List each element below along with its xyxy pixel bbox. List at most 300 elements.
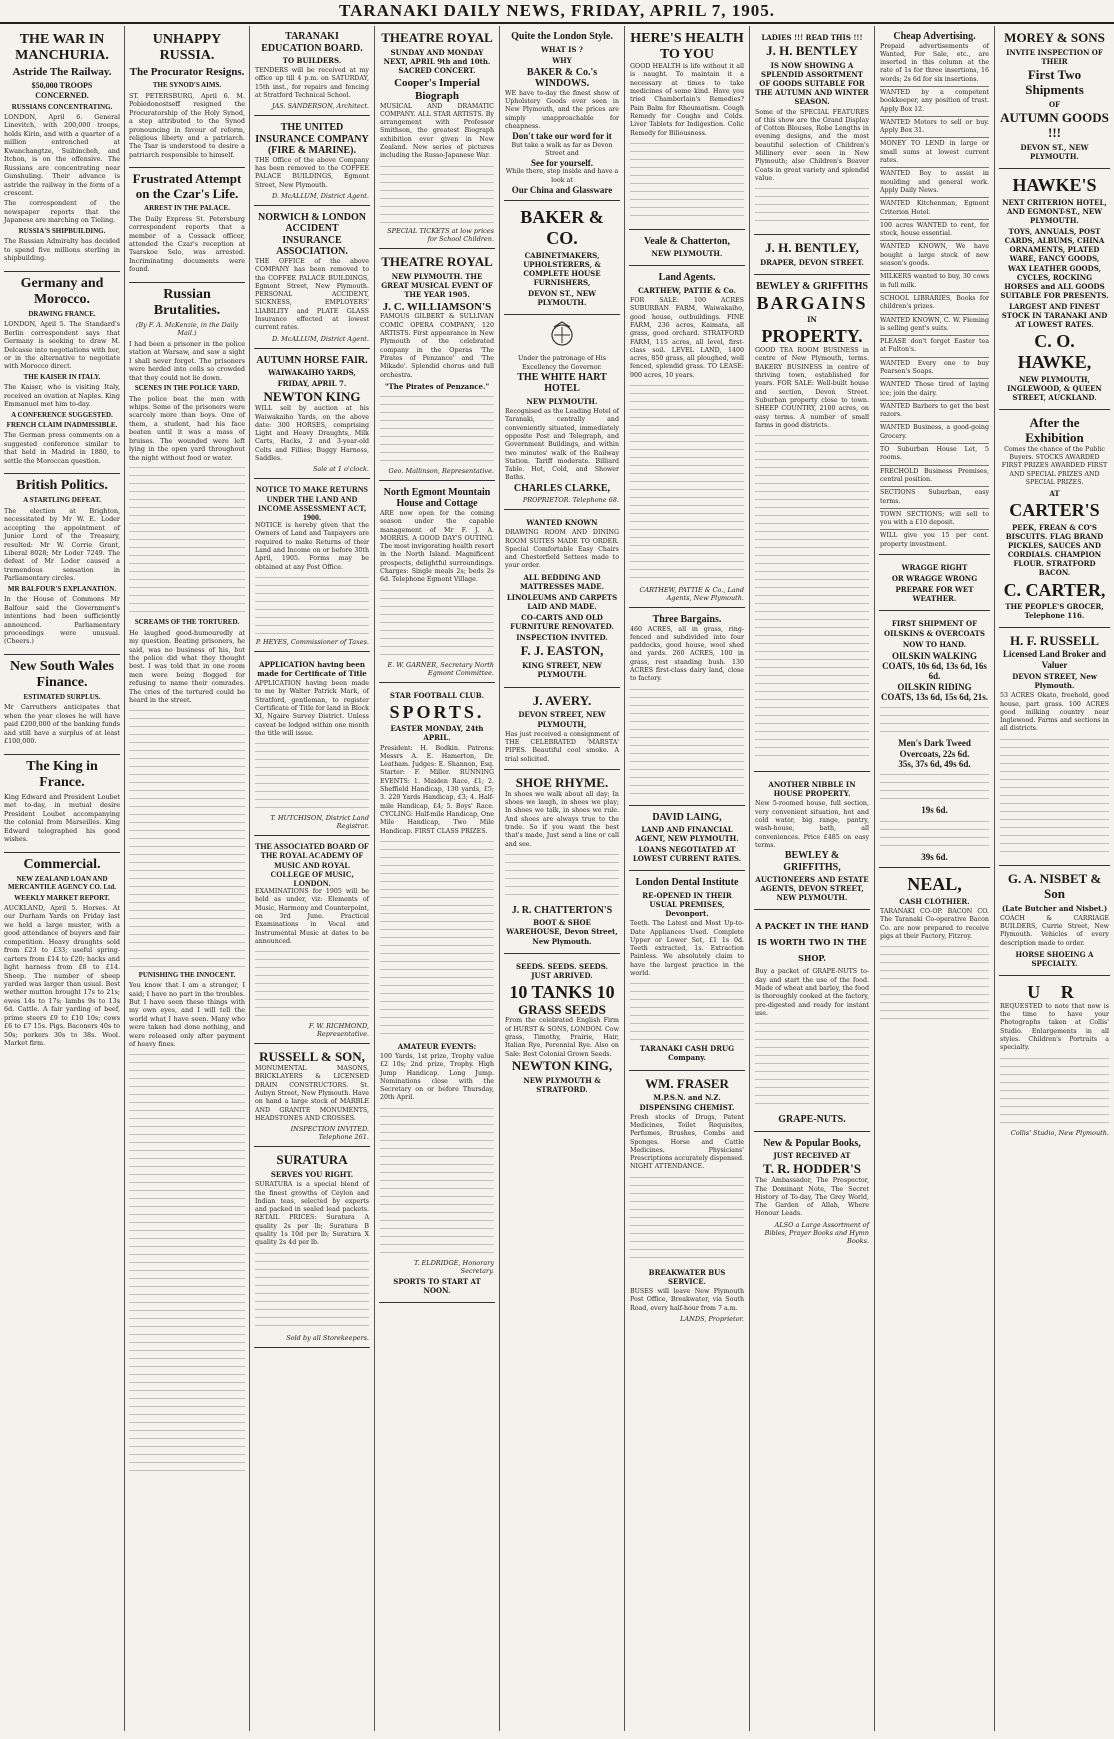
ad-heading: DAVID LAING, [652, 811, 722, 823]
story-subhead: ESTIMATED SURPLUS. [23, 693, 101, 702]
ad-body: MUSICAL AND DRAMATIC COMPANY. ALL STAR ARTISTS. By arrangement with Professor Smithson, the greatest Biograph exhibition ever given in New Zealand. New series of pictures including the Russo-Japanese War. [380, 102, 494, 160]
ad-signature: CARTHEW, PATTIE & Co., Land Agents, New Plymouth. [639, 586, 744, 603]
text-lines-filler [755, 433, 869, 763]
story-body: The Daily Express St. Petersburg correspondent reports that a member of a Cossack officer, attended the Czar's reception at Tsarskoe Selo, was arrested. Incriminating documents were found. [129, 214, 245, 274]
ad-body: APPLICATION having been made to me by Walter Patrick Mark, of Stratford, gentleman, to register Certificate of Title for land in Block XI, Ngaire Survey District. Unless caveat be lodged within one month the title will issue. [255, 680, 369, 737]
ad-address: DEVON STREET, NEW PLYMOUTH, [518, 710, 606, 729]
ad-baker-windows [504, 28, 620, 201]
ad-heading: Veale & Chatterton, [643, 235, 730, 247]
ad-body: FOR SALE: 100 ACRES SUBURBAN FARM, Waiwakaiho, good house, outbuildings. FINE FARM, 236 acres, Kaimata, all grass, good orchard. STRATFORD FARM, 115 acres, all level, first-class soil. LEVEL LAND, 1400 acres, 850 grass, all ploughed, well fenced, splendid grass. TO LEASE: 900 acres, 10 years. [630, 297, 744, 379]
story-headline: UNHAPPY RUSSIA. [152, 32, 222, 64]
ad-heading: THEATRE ROYAL [381, 30, 493, 45]
ad-heading: Cheap Advertising. [893, 31, 976, 42]
ad-subheading: "The Pirates of Penzance." [384, 381, 490, 391]
story-body: Mr Carruthers anticipates that when the year closes he will have paid £200,000 of the banking funds and still have a surplus of at least £100,000. [4, 703, 120, 746]
story-subhead: THE KAISER IN ITALY. [23, 372, 101, 381]
ad-body: MONUMENTAL MASONS, BRICKLAYERS & LICENSED DRAIN CONSTRUCTORS. St. Aubyn Street, New Plymouth. Have on hand a large stock of MARBLE AND GRANITE MONUMENTS, HEADSTONES AND CROSSES. [255, 1065, 369, 1122]
text-lines-filler [380, 1106, 494, 1256]
ad-footer: SPORTS TO START AT NOON. [393, 1276, 481, 1295]
text-lines-filler [880, 705, 989, 735]
classified-item: MONEY TO LEND in large or small sums at lowest current rates. [880, 137, 989, 165]
ad-signature: Sold by all Storekeepers. [286, 1333, 369, 1342]
ad-heading: BARGAINS [756, 292, 868, 313]
ad-signature: LANDS, Proprietor. [680, 1314, 744, 1323]
column-2 [125, 26, 250, 1731]
ad-united-insurance [254, 119, 370, 206]
story-subhead: MR BALFOUR'S EXPLANATION. [7, 584, 117, 593]
story-british-politics [4, 478, 120, 646]
ad-body: WILL sell by auction at his Waiwakaiho Yards, on the above date: 300 HORSES, comprising Light and Heavy Draughts, Milk Carts, Hacks, 2 and 3-year-old Colts and Fillies; Buggy Harness, Saddles. [255, 405, 369, 463]
ad-heading: BAKER & CO. [520, 207, 604, 249]
ad-body: 100 Yards, 1st prize, Trophy value £2 10s; 2nd prize, Trophy. High Jump Handicap. Long Jump. Nominations close with the Secretary on or before Thursday, 20th April. [380, 1052, 494, 1102]
text-lines-filler [129, 465, 245, 615]
masthead-title: TARANAKI DAILY NEWS, FRIDAY, APRIL 7, 1905. [339, 1, 775, 20]
text-lines-filler [505, 852, 619, 902]
ad-price-line: OILSKIN WALKING COATS, 10s 6d, 13s 6d, 16s 6d. [882, 650, 987, 682]
ad-heading: North Egmont Mountain House and Cottage [383, 486, 491, 510]
story-headline: THE WAR IN MANCHURIA. [15, 32, 109, 64]
royal-crest-icon [505, 321, 619, 355]
ad-russell-son [254, 1047, 370, 1147]
ad-body: ARE now open for the coming season under the capable management of Mr F. J. A. MORRIS. A GOOD DAY'S OUTING. The most invigorating health resort in the North Island. Magnificent prospects, delightful surroundings. Charges: Single meals 2s; beds 2s 6d. Telephone Egmont Village. [380, 509, 494, 584]
classified-item: FRECHOLD Business Premises, central position. [880, 465, 989, 485]
ad-health-remedies [629, 28, 745, 230]
story-subhead: SCENES IN THE POLICE YARD. [134, 384, 240, 393]
classified-item: WILL give you 15 per cent. property investment. [880, 529, 989, 549]
ad-subheading: RE-OPENED IN THEIR USUAL PREMISES, Devonport. [642, 890, 732, 919]
classified-item: WANTED Barbers to get the best razors. [880, 400, 989, 420]
ad-heading: THE UNITED INSURANCE COMPANY (FIRE & MARINE). [255, 122, 369, 157]
text-lines-filler [129, 1052, 245, 1472]
ad-heading: Cooper's Imperial Biograph [394, 77, 480, 102]
ad-subheading: OF [1048, 100, 1061, 109]
column-4 [375, 26, 500, 1731]
ad-heading: First Two Shipments [1025, 67, 1084, 98]
ad-subheading: WAIWAKAIHO YARDS, [268, 368, 356, 378]
ad-address: DEVON ST., NEW PLYMOUTH. [1020, 142, 1089, 162]
ad-avery-pipes [504, 691, 620, 770]
ad-date: FRIDAY, APRIL 7. [277, 379, 347, 389]
ad-subheading: SEEDS. SEEDS. SEEDS. JUST ARRIVED. [516, 961, 608, 980]
ad-hawkes [999, 172, 1110, 410]
ad-heading: SURATURA [276, 1152, 348, 1168]
ad-subheading: LADIES !!! READ THIS !!! [761, 33, 863, 42]
ad-heading: CHARLES CLARKE, [513, 482, 611, 494]
ad-baker-co [504, 204, 620, 315]
ad-subheading: SERVES YOU RIGHT. [270, 1170, 354, 1180]
text-lines-filler [255, 1251, 369, 1331]
ad-subheading: STAR FOOTBALL CLUB. [389, 690, 485, 700]
ad-subheading: PEEK, FREAN & CO'S BISCUITS. FLAG BRAND PICKLES, SAUCES AND CORDIALS. CHAMPION FLOUR. STRATFORD BACON. [1005, 522, 1104, 578]
ad-neal-clothier [879, 871, 990, 1032]
ad-subheading: WANTED KNOWN [526, 518, 598, 528]
ad-body: BUSES will leave New Plymouth Post Office, Breakwater, via South Road, every half-hour from 7 a.m. [630, 1287, 744, 1312]
ad-heading: J. C. WILLIAMSON'S [382, 300, 492, 313]
classified-item: WANTED KNOWN, C. W. Fleming is selling gent's suits. [880, 314, 989, 334]
ad-body: Fresh stocks of Drugs, Patent Medicines, Toilet Requisites, Perfumes, Brushes, Combs and Sponges. Horse and Cattle Medicines. Physicians' Prescriptions accurately dispensed. NIGHT ATTENDANCE. [630, 1113, 744, 1171]
ad-mountain-house [379, 484, 495, 683]
story-war-manchuria [4, 32, 120, 263]
ad-subheading: NEW PLYMOUTH. THE GREAT MUSICAL EVENT OF THE YEAR 1905. [381, 271, 493, 299]
story-subhead: PUNISHING THE INNOCENT. [138, 970, 236, 979]
story-subhead: A STARTLING DEFEAT. [23, 496, 101, 505]
text-lines-filler [880, 772, 989, 802]
ad-bentley-ladies [754, 28, 870, 235]
ad-horse-fair [254, 352, 370, 480]
classified-item: SECTIONS Suburban, easy terms. [880, 486, 989, 506]
ad-subheading: WHY [552, 55, 572, 65]
ad-subheading: LAND AND FINANCIAL AGENT, NEW PLYMOUTH. [635, 825, 739, 844]
ad-subheading: OR WRAGGE WRONG [891, 574, 978, 584]
story-body: LONDON, April 5. The Standard's Berlin correspondent says that Germany is seeking to draw M. Delcasse into negotiations with her, or in the alternative to negotiate with Morocco direct. [4, 320, 120, 371]
ad-heading: J. H. BENTLEY, [765, 240, 859, 256]
ad-body: COACH & CARRIAGE BUILDERS, Currie Street, New Plymouth. Vehicles of every description made to order. [1000, 914, 1109, 947]
ad-body: Has just received a consignment of THE CELEBRATED 'MARSTA' PIPES. Beautiful cool smoke. A trial solicited. [505, 730, 619, 763]
column-1 [0, 26, 125, 1731]
text-lines-filler [255, 949, 369, 1019]
ad-subheading: AUCTIONEERS AND ESTATE AGENTS, DEVON STREET, NEW PLYMOUTH. [755, 875, 869, 903]
ad-subheading: DRAPER, DEVON STREET. [760, 258, 864, 268]
story-headline: Germany and Morocco. [20, 275, 104, 307]
ad-signature: SPECIAL TICKETS at low prices for School Children. [387, 226, 494, 243]
ad-subheading: TARANAKI CASH DRUG Company. [639, 1044, 735, 1063]
story-subhead: The Procurator Resigns. [129, 66, 245, 79]
story-commercial [4, 857, 120, 1048]
ad-heading: HERE'S HEALTH TO YOU [630, 31, 744, 63]
ad-heading: London Dental Institute [635, 877, 739, 889]
ad-body: President: H. Bodkin. Patrons: Messrs A. E. Hamerton, Dr. Leatham. Judges: E. Shannon, Esq. Starter: F. Miller. RUNNING EVENTS: 1. Maiden Race, £1; 2. Sheffield Handicap, 130 yards, £5; 3. 220 Yards Handicap, £3; 4. Half-mile Handicap, £4; 5. Boys' Race. CYCLING: Half-mile Handicap, One Mile Handicap, Two Mile Handicap. FIRST CLASS PRIZES. [380, 744, 494, 835]
ad-body: But take a walk as far as Devon Street and [511, 141, 613, 157]
ad-price-line: 35s, 37s 6d, 49s 6d. [898, 759, 971, 770]
story-king-in-france [4, 759, 120, 844]
text-lines-filler [880, 944, 989, 1024]
story-subhead: WEEKLY MARKET REPORT. [14, 893, 110, 902]
classified-item: 100 acres WANTED to rent, for stock, house essential. [880, 219, 989, 239]
ad-heading: Quite the London Style. [511, 31, 613, 42]
ad-subheading: WHAT IS ? [540, 44, 584, 54]
text-lines-filler [755, 1021, 869, 1111]
ad-shoe-rhyme [504, 773, 620, 954]
column-6 [625, 26, 750, 1731]
ad-body: In shoes we walk about all day; In shoes we laugh, in shoes we play; In shoes we talk, in shoes we rule. And shoes are always true to the trade. So if you want the best that's made, Just send a line or call and see. [505, 790, 619, 848]
ad-subheading: (Late Butcher and Nisbet.) [1001, 903, 1108, 913]
ad-body: THE OFFICE of the above COMPANY has been removed to the COFFEE PALACE BUILDINGS, Egmont Street, New Plymouth. PERSONAL ACCIDENT, SICKNESS, EMPLOYERS' LIABILITY and PLATE GLASS Insurance effected at lowest current rates. [255, 257, 369, 332]
ad-address: BOOT & SHOE WAREHOUSE, Devon Street, New Plymouth. [506, 918, 618, 946]
ad-carters-grocer [999, 413, 1110, 629]
column-rule [4, 271, 120, 272]
ad-body: DRAWING ROOM AND DINING ROOM SUITES MADE TO ORDER. Special Comfortable Easy Chairs and Chesterfield Settees made to your order. [505, 529, 619, 570]
ad-heading: See for yourself. [530, 158, 594, 169]
ad-collis-studio [999, 979, 1110, 1141]
ad-signature: F. W. RICHMOND, Representative. [308, 1022, 369, 1039]
column-5 [500, 26, 625, 1731]
story-byline: (By F. A. McKenzie, in the Daily Mail.) [135, 321, 239, 338]
ad-heading: Land Agents. [658, 272, 716, 284]
ad-body: While there, step inside and have a look at [505, 168, 619, 184]
text-lines-filler [1000, 1056, 1109, 1126]
ad-heading: NORWICH & LONDON ACCIDENT INSURANCE ASSOCIATION. [258, 211, 366, 258]
story-body: LONDON, April 6. General Linevitch, with 200,000 troops, holds Kirin, and with a quarter of a million entrenched at Kwanchangtze, Suibincheh, and Itchon, is on the offensive. The Russians are concentrating near Gunshuling. Their advance is astride the railway in the form of a crescent. [4, 112, 120, 198]
ad-heading: F. J. EASTON, [520, 643, 604, 659]
ad-heading: SHOE RHYME. [515, 774, 609, 790]
classified-item: WANTED Motors to sell or buy. Apply Box 31. [880, 116, 989, 136]
ad-subheading: AT [1049, 489, 1060, 499]
ad-heading: CARTER'S [1009, 500, 1100, 521]
ad-heading: U R [1027, 982, 1082, 1003]
ad-subheading: CARTHEW, PATTIE & Co. [638, 285, 736, 295]
ad-subheading: NOW TO HAND. [902, 639, 967, 649]
story-headline: Commercial. [23, 856, 101, 872]
ad-heading: TARANAKI EDUCATION BOARD. [261, 31, 363, 54]
ad-subheading: INSPECTION INVITED. [516, 633, 608, 643]
ad-body: Under the patronage of His Excellency the Governor. [518, 355, 606, 371]
classified-item: WANTED Business, a good-going Grocery. [880, 421, 989, 441]
ad-subheading: CABINETMAKERS, UPHOLSTERERS, & COMPLETE HOUSE FURNISHERS, [523, 250, 601, 288]
ad-subheading: AMATEUR EVENTS: [397, 1041, 477, 1051]
ad-price-line: 39s 6d. [921, 851, 948, 862]
ad-subheading: PREPARE FOR WET WEATHER. [895, 585, 974, 604]
ad-heading: MOREY & SONS [1004, 30, 1105, 45]
ad-dental-institute [629, 874, 745, 1070]
ad-body: 460 ACRES, all in grass, ring-fenced and subdivided into four paddocks, good house, wool shed and yards. 260 ACRES, 100 in grass, rest standing bush. 130 ACRES first-class dairy land, close to factory. [630, 625, 744, 683]
ad-heading: Don't take our word for it [512, 131, 612, 142]
ad-heading: J. AVERY. [532, 692, 592, 708]
ad-body: Comes the chance of the Public Buyers. STOCKS AWARDED FIRST PRIZES AWARDED FIRST AND SPECIAL PRIZES AND SPECIAL PRIZES. [1001, 445, 1108, 486]
ad-heading: BEWLEY & GRIFFITHS [756, 281, 868, 293]
story-subhead: NEW ZEALAND LOAN AND MERCANTILE AGENCY CO. Ltd. [7, 874, 117, 892]
story-body: In the House of Commons Mr Balfour said the Government's intentions had been sufficiently announced. Parliamentary proceedings were unusual. (Cheers.) [4, 595, 120, 646]
ad-address: NEW PLYMOUTH & STRATFORD. [523, 1075, 601, 1094]
classified-item: WANTED Those tired of laying ice; join the dairy. [880, 378, 989, 398]
ad-heading: BEWLEY & GRIFFITHS, [783, 850, 841, 873]
ad-cheap-advertising [879, 28, 990, 555]
ad-david-laing [629, 809, 745, 872]
text-lines-filler [380, 588, 494, 658]
ad-body: From the celebrated English Firm of HURST & SONS, LONDON. Cow grass, Timothy, Prairie, Hair, Italian Rye, Perennial Rye. Also on Sale: Best Colonial Grown Seeds. [505, 1017, 619, 1058]
ad-theatre-biograph [379, 28, 495, 249]
text-lines-filler [380, 839, 494, 1039]
ad-body: SURATURA is a special blend of the finest growths of Ceylon and Indian teas, selected by experts and packed in sealed lead packets. RETAIL PRICES: Suratura A quality 2s per lb; Suratura B quality 1s 10d per lb; Suratura X quality 2s 4d per lb. [255, 1181, 369, 1247]
ad-body: Some of the SPECIAL FEATURES of this show are the Grand Display of Cotton Blouses, Robe Lengths in evening designs, and the most beautiful selection of Children's Millinery ever seen in New Plymouth; also Children's Beaver Coats in great variety and splendid value. [755, 108, 869, 182]
ad-wm-fraser [629, 1074, 745, 1328]
text-lines-filler [880, 819, 989, 849]
ad-heading: GRAPE-NUTS. [778, 1114, 846, 1126]
ad-subheading: LARGEST AND FINEST STOCK IN TARANAKI AND AT LOWEST RATES. [1001, 301, 1108, 330]
ad-norwich-insurance [254, 209, 370, 349]
ad-subheading: LOANS NEGOTIATED AT LOWEST CURRENT RATES. [632, 845, 742, 864]
column-3 [250, 26, 375, 1731]
ad-price-line: Men's Dark Tweed Overcoats, 22s 6d. [898, 738, 971, 759]
classified-list [880, 86, 989, 549]
ad-heading: J. H. BENTLEY [766, 43, 858, 59]
story-body: He laughed good-humouredly at my question. Beating prisoners, he said, was no business of his, but the police did what they thought best. I was told that in one room men were being flogged for refusing to name their comrades. The cries of the tortured could be heard in the street. [129, 628, 245, 705]
ad-signature: D. McALLUM, District Agent. [272, 191, 369, 200]
classified-item: WANTED by a competent bookkeeper, any position of trust. Apply Box 12. [880, 86, 989, 114]
ad-signature: Geo. Mallinson, Representative. [388, 466, 494, 475]
ad-russell-broker [999, 631, 1110, 865]
story-subhead: ARREST IN THE PALACE. [144, 204, 230, 213]
story-body: ST. PETERSBURG, April 6. M. Pobiedonostseff resigned the Procuratorship of the Holy Synod, a step attributed to the Synod pronouncing in favour of reform, religious liberty and a patriarch. The Tsar is understood to desire a patriarch responsible to himself. [129, 91, 245, 159]
ad-heading: New & Popular Books, [763, 1137, 861, 1149]
story-attempt-czar [129, 172, 245, 273]
column-rule [4, 754, 120, 755]
ad-body: FAMOUS GILBERT & SULLIVAN COMIC OPERA COMPANY, 120 ARTISTS. First appearance in New Plymouth of the celebrated company in the Operas 'The Pirates of Penzance' and 'The Mikado'. Splendid chorus and full orchestra. [380, 313, 494, 379]
ad-land-agents [629, 269, 745, 608]
ad-bentley-draper [754, 238, 870, 275]
ad-body: REQUESTED to note that now is the time to have your Photographs taken at Collis' Studio. Enlargements in all styles. Children's Portraits a specialty. [1000, 1002, 1109, 1052]
ad-theatre-opera [379, 252, 495, 481]
ad-address: DEVON ST., NEW PLYMOUTH. [528, 289, 596, 308]
ad-heading: After the Exhibition [1025, 414, 1084, 445]
column-rule [4, 473, 120, 474]
ad-grass-seeds [504, 957, 620, 1101]
ad-heading: J. R. CHATTERTON'S [511, 904, 613, 916]
story-nsw-finance [4, 659, 120, 746]
classified-item: WANTED Every one to buy Pearson's Soaps. [880, 357, 989, 377]
ad-land-returns [254, 482, 370, 652]
ad-heading: 10 TANKS 10 [509, 981, 615, 1002]
story-body: King Edward and President Loubet met to-day, in mutual desire President Loubet accompanying the colonial from Marseilles. King Edward telegraphed his good wishes. [4, 792, 120, 844]
ad-body: NOTICE is hereby given that the Owners of Land and Taxpayers are required to make Returns of their Land and Income on or before 30th April, 1905. Forms may be obtained at any Post Office. [255, 522, 369, 571]
ad-subheading: HORSE SHOEING A SPECIALTY. [1015, 949, 1094, 968]
ad-body: Recognised as the Leading Hotel of Taranaki, centrally and conveniently situated, immediately opposite Post and Telegraph, and Government Buildings, and within two minutes' walk of the Railway Station. Tariff moderate. Billiard Table. Hot, Cold, and Shower Baths. [505, 408, 619, 482]
ad-subheading: LINOLEUMS AND CARPETS LAID AND MADE. [506, 592, 618, 612]
ad-subheading: TO BUILDERS. [282, 56, 342, 65]
column-9 [995, 26, 1114, 1731]
classified-item: TOWN SECTIONS; will sell to you with a £10 deposit. [880, 508, 989, 528]
classified-item: WANTED Kitchenman, Egmont Criterion Hotel. [880, 197, 989, 217]
story-body: AUCKLAND, April 5. Horses. At our Durham Yards on Friday last we held a large muster, with a good attendance of buyers and fair competition. Heavy draughts sold from £23 to £33; useful spring-carters from £14 to £20; hacks and light harness from £8 to £14. Sheep. The number of sheep yarded was larger than usual. Best wether mutton brought 17s to 21s; ewes 14s to 17s; lambs 9s to 13s 6d. Cattle. A fair yarding of beef, prime steers £9 to £10 10s; cows £6 to £7 15s. Pigs. Baconers 40s to 50s; porkers 30s to 38s. Wool. Market firm. [4, 903, 120, 1048]
ad-heading: HAWKE'S [1012, 175, 1097, 196]
ad-heading: Three Bargains. [652, 614, 722, 626]
text-lines-filler [630, 981, 744, 1041]
classified-item: WANTED KNOWN, We have bought a large stock of new season's goods. [880, 240, 989, 268]
ad-subheading: NEW PLYMOUTH, INGLEWOOD, & QUEEN STREET, AUCKLAND. [1007, 374, 1102, 402]
ad-signature: T. HUTCHISON, District Land Registrar. [270, 814, 369, 831]
ad-heading: H. F. RUSSELL [1009, 633, 1100, 649]
newspaper-masthead [0, 0, 1114, 24]
ad-nisbet-coach [999, 869, 1110, 976]
ad-heading: WM. FRASER [645, 1075, 729, 1091]
ad-heading: APPLICATION having been made for Certificate of Title [257, 659, 367, 678]
text-lines-filler [630, 141, 744, 221]
ad-body: Prepaid advertisements of Wanted, For Sale, etc., are inserted in this column at the rate of 1s for three insertions, 16 words; 2s 6d for six insertions. [880, 42, 989, 83]
text-lines-filler [630, 1175, 744, 1265]
ad-body: The Ambassador, The Prospector, The Dominant Note, The Secret History of To-day, The Grey World, The Garden of Allah, Where Honour Leads. [755, 1177, 869, 1218]
ad-heading: PROPERTY. [761, 326, 863, 347]
ad-subheading: NEXT CRITERION HOTEL, AND EGMONT-ST., NEW PLYMOUTH. [1002, 197, 1107, 226]
story-body: The Russian Admiralty has decided to spend five millions sterling in shipbuilding. [4, 237, 120, 263]
ad-signature: Collis' Studio, New Plymouth. [1010, 1128, 1109, 1137]
ad-subheading: NEW PLYMOUTH. [651, 249, 723, 259]
ad-wragge-weather [879, 558, 990, 611]
ad-subheading: WRAGGE RIGHT [901, 563, 968, 573]
ad-subheading: IN [807, 315, 817, 325]
ad-heading: G. A. NISBET & Son [1007, 870, 1102, 901]
ad-heading: NOTICE TO MAKE RETURNS UNDER THE LAND AND INCOME ASSESSMENT ACT, 1900. [256, 485, 368, 522]
ad-suratura-tea [254, 1150, 370, 1347]
text-lines-filler [255, 741, 369, 811]
story-subhead: SCREAMS OF THE TORTURED. [134, 618, 240, 627]
ad-signature: P. HEYES, Commissioner of Taxes. [255, 637, 369, 646]
ad-subheading: NEW PLYMOUTH. [526, 396, 598, 406]
story-subhead: FRENCH CLAIM INADMISSIBLE. [6, 421, 118, 430]
ad-heading: Our China and Glassware [511, 185, 613, 196]
ad-heading: T. R. HODDER'S [763, 1161, 861, 1177]
ad-signature: D. McALLUM, District Agent. [272, 334, 369, 343]
story-body: The correspondent of the newspaper reports that the Japanese are marching on Tieling. [4, 199, 120, 225]
ad-morey-sons [999, 28, 1110, 169]
ad-bewley-property [754, 278, 870, 772]
column-rule [129, 167, 245, 168]
story-subhead: $50,000 TROOPS CONCERNED. [31, 81, 93, 100]
ad-football-sports [379, 686, 495, 1303]
story-body: The German press comments on a suggested conference similar to that held in Madrid in 1880, to settle the Moroccan question. [4, 431, 120, 465]
story-headline: Russian Brutalities. [153, 286, 221, 318]
ad-subheading: CASH CLOTHIER. [899, 896, 970, 906]
ad-education-board [254, 28, 370, 116]
ad-heading: AUTUMN HORSE FAIR. [256, 354, 368, 366]
ad-easton-furniture [504, 513, 620, 687]
story-subhead: RUSSIA'S SHIPBUILDING. [18, 226, 106, 235]
ad-oilskins [879, 614, 990, 868]
ad-heading: BAKER & Co.'s WINDOWS. [526, 66, 598, 90]
ad-body: TENDERS will be received at my office up till 4 p.m. on SATURDAY, 15th inst., for repairs and fencing at Stratford Technical School. [255, 67, 369, 99]
ad-signature: E. W. GARNER, Secretary North Egmont Committee. [387, 660, 494, 677]
ad-body: 53 ACRES Okato, freehold, good house, part grass. 100 ACRES good milking country near Inglewood. Farms and sections in all districts. [1000, 692, 1109, 733]
ad-heading: RUSSELL & SON, [259, 1049, 365, 1065]
story-russian-brutalities [129, 287, 245, 1472]
ad-veale-chatterton [629, 233, 745, 267]
story-subhead: THE SYNOD'S AIMS. [152, 81, 222, 90]
ad-body: Teeth. The Latest and Most Up-to-Date Appliances Used. Complete Upper or Lower Set, £1 1s 0d. Teeth extracted, 1s. Extraction Painless. We absolutely claim to have the largest practice in the world. [630, 920, 744, 978]
ad-heading: THE ASSOCIATED BOARD OF THE ROYAL ACADEMY OF MUSIC AND ROYAL COLLEGE OF MUSIC, LONDON. [255, 842, 369, 888]
ad-signature: JAS. SANDERSON, Architect. [271, 102, 369, 111]
ad-body: Buy a packet of GRAPE-NUTS to-day and start the use of the food. Made of wheat and barley, the food is thoroughly cooked at the factory, pre-digested and ready for instant use. [755, 968, 869, 1017]
ad-subheading: M.P.S.N. and N.Z. DISPENSING CHEMIST. [639, 1093, 735, 1112]
text-lines-filler [630, 687, 744, 797]
story-headline: Frustrated Attempt on the Czar's Life. [132, 171, 242, 202]
story-body: I had been a prisoner in the police station at Warsaw, and saw a sight I shall never forget. The prisoners were herded into cells so crowded that they could not lie down. [129, 339, 245, 382]
ad-price-line: OILSKIN RIDING COATS, 13s 6d, 15s 6d, 21s. [880, 681, 989, 703]
ad-heading: SPORTS. [389, 701, 485, 722]
ad-subheading: FIRST SHIPMENT OF OILSKINS & OVERCOATS [884, 619, 985, 638]
story-subhead: DRAWING FRANCE. [28, 309, 96, 318]
ad-heading: THE WHITE HART HOTEL [517, 371, 607, 395]
story-body: The election at Brighton, necessitated by Mr W. E. Loder accepting the appointment of Junior Lord of the Treasury, resulted: Mr W. Corrie Grant, Liberal 8028; Mr Loder 7249. The defeat of Mr Loder caused a tremendous sensation in Parliamentary circles. [4, 506, 120, 583]
ad-subheading: TOYS, ANNUALS, POST CARDS, ALBUMS, CHINA ORNAMENTS, PLATED WARE, FANCY GOODS, WAX LEATHER GOODS, CYCLES, ROCKING HORSES and ALL GOODS SUITABLE FOR PRESENTS. [1000, 227, 1109, 300]
ad-price-line: 19s 6d. [921, 805, 948, 816]
ad-heading: C. CARTER, [1003, 579, 1106, 600]
ad-address: DEVON STREET, New Plymouth. [1012, 672, 1097, 691]
text-lines-filler [129, 708, 245, 968]
ad-white-hart-hotel [504, 318, 620, 510]
classified-item: MILKERS wanted to buy, 30 cows in full milk. [880, 270, 989, 290]
classified-item: TO Suburban House Let, 5 rooms. [880, 443, 989, 463]
story-unhappy-russia [129, 32, 245, 159]
ad-body: GOOD HEALTH is life without it all is naught. To maintain it a necessary at times to take medicines of some kind. Have you tried Chamberlain's Remedies? Pain Balm for Rheumatism. Cough Remedy for Coughs and Colds. Liver Tablets for Indigestion. Colic Remedy for Biliousness. [630, 63, 744, 137]
ad-heading: GRASS SEEDS [518, 1001, 606, 1017]
ad-body: EXAMINATIONS for 1905 will be held as under, viz: Elements of Music, Harmony and Counterpoint, on 3rd June. Practical Examinations in Vocal and Instrumental Music at dates to be announced. [255, 888, 369, 945]
text-lines-filler [380, 394, 494, 464]
classified-item: SCHOOL LIBRARIES, Books for children's prizes. [880, 292, 989, 312]
column-rule [129, 282, 245, 283]
column-rule [4, 654, 120, 655]
classified-item: WANTED Boy to assist in moulding and general work. Apply Daily News. [880, 167, 989, 195]
ad-subheading: ALL BEDDING AND MATTRESSES MADE. [520, 572, 604, 591]
ad-subheading: A PACKET IN THE HAND IS WORTH TWO IN THE SHOP. [755, 921, 869, 964]
ad-body: THE Office of the above Company has been removed to the COFFEE PALACE BUILDINGS, Egmont Street, New Plymouth. [255, 156, 369, 189]
